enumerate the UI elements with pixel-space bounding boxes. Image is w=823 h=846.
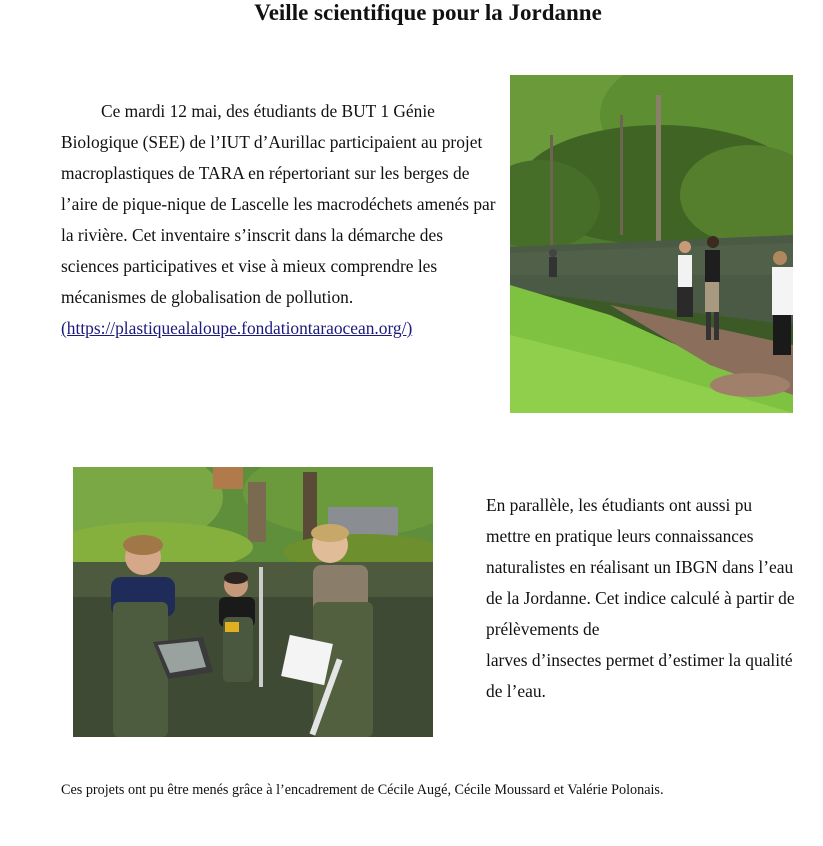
tara-link[interactable]: (https://plastiquealaloupe.fondationtaraocean.org/) [61, 318, 413, 338]
page-title: Veille scientifique pour la Jordanne [254, 0, 602, 25]
paragraph-ibgn-text-end: larves d’insectes permet d’estimer la qualité de l’eau. [486, 650, 793, 701]
paragraph-ibgn-text: En parallèle, les étudiants ont aussi pu mettre en pratique leurs connaissances naturalistes en réalisant un IBGN dans l’eau de la Jordanne. Cet indice calculé à partir de prélèvements de [486, 495, 795, 639]
riverbank-photo-illustration [510, 75, 793, 413]
students-photo-illustration [73, 467, 433, 737]
paragraph-macroplastics [61, 96, 501, 344]
footer-credits: Ces projets ont pu être menés grâce à l’encadrement de Cécile Augé, Cécile Moussard et Valérie Polonais. [61, 782, 664, 798]
photo-students-in-river [73, 467, 433, 737]
paragraph-ibgn [486, 490, 796, 707]
photo-riverbank-students [510, 75, 793, 413]
paragraph-macroplastics-text: Ce mardi 12 mai, des étudiants de BUT 1 Génie Biologique (SEE) de l’IUT d’Aurillac participaient au projet macroplastiques de TARA en répertoriant sur les berges de l’aire de pique-nique de Lascelle les macrodéchets amenés par la rivière. Cet inventaire s’inscrit dans la démarche des sciences participatives et vise à mieux comprendre les mécanismes de globalisation de pollution. [61, 101, 496, 307]
